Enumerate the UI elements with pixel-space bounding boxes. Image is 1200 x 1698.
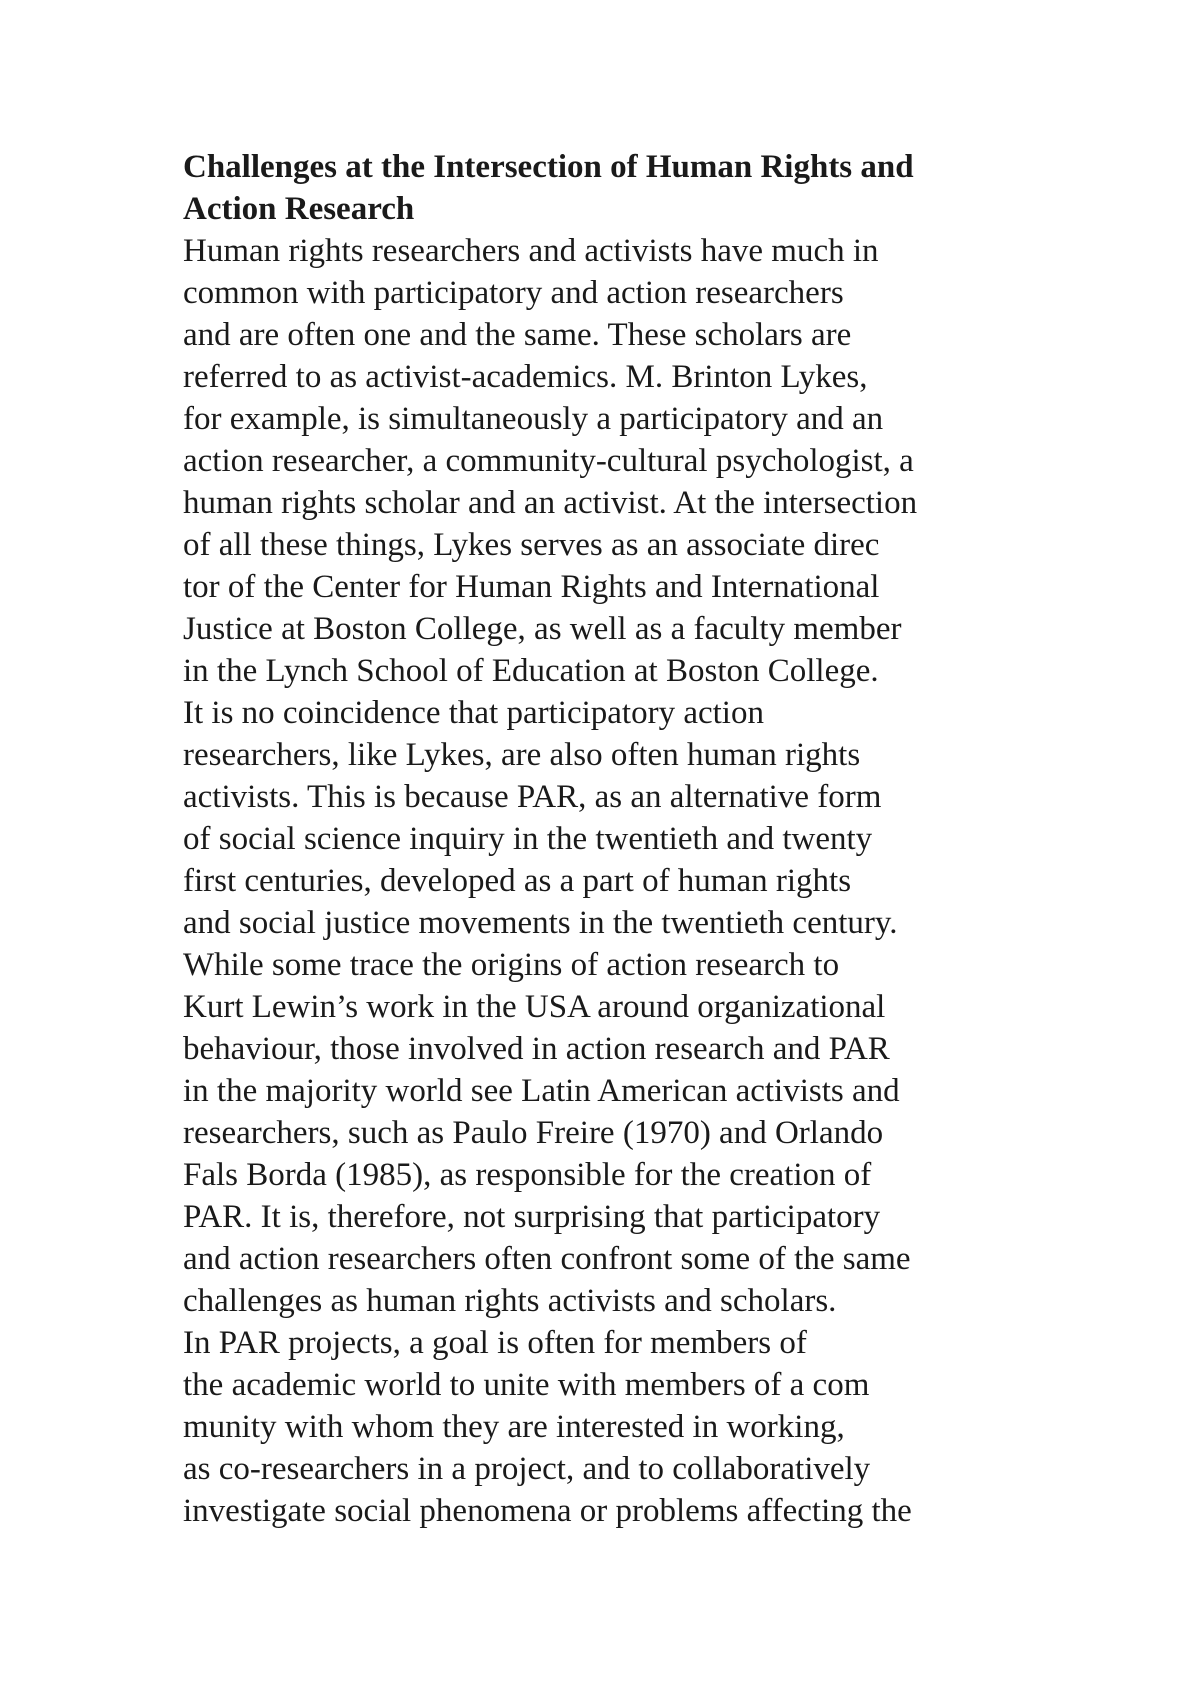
text-line: for example, is simultaneously a participatory and an: [183, 401, 884, 437]
text-line: common with participatory and action researchers: [183, 275, 844, 311]
text-line: the academic world to unite with members of a com: [183, 1367, 870, 1403]
text-line: and action researchers often confront some of the same: [183, 1241, 911, 1277]
text-line: human rights scholar and an activist. At the intersection: [183, 485, 918, 521]
text-line: as co-researchers in a project, and to collaboratively: [183, 1451, 871, 1487]
heading-line: Challenges at the Intersection of Human Rights and: [183, 149, 914, 185]
text-line: behaviour, those involved in action research and PAR: [183, 1031, 890, 1067]
body-text: [183, 230, 1043, 1532]
text-line: PAR. It is, therefore, not surprising that participatory: [183, 1199, 881, 1235]
text-line: Justice at Boston College, as well as a faculty member: [183, 611, 902, 647]
text-line: in the majority world see Latin American activists and: [183, 1073, 900, 1109]
text-line: of all these things, Lykes serves as an associate direc: [183, 527, 880, 563]
text-line: researchers, like Lykes, are also often human rights: [183, 737, 861, 773]
document-content: [183, 146, 1043, 1532]
text-line: Fals Borda (1985), as responsible for the creation of: [183, 1157, 872, 1193]
text-line: of social science inquiry in the twentieth and twenty: [183, 821, 873, 857]
text-line: It is no coincidence that participatory action: [183, 695, 764, 731]
section-heading: [183, 146, 1043, 230]
text-line: munity with whom they are interested in working,: [183, 1409, 845, 1445]
text-line: activists. This is because PAR, as an alternative form: [183, 779, 882, 815]
text-line: in the Lynch School of Education at Boston College.: [183, 653, 879, 689]
heading-line: Action Research: [183, 191, 415, 227]
text-line: first centuries, developed as a part of human rights: [183, 863, 852, 899]
text-line: investigate social phenomena or problems affecting the: [183, 1493, 912, 1529]
text-line: While some trace the origins of action research to: [183, 947, 840, 983]
text-line: action researcher, a community-cultural psychologist, a: [183, 443, 914, 479]
text-line: In PAR projects, a goal is often for members of: [183, 1325, 807, 1361]
text-line: researchers, such as Paulo Freire (1970) and Orlando: [183, 1115, 884, 1151]
text-line: tor of the Center for Human Rights and International: [183, 569, 880, 605]
text-line: challenges as human rights activists and scholars.: [183, 1283, 837, 1319]
text-line: Human rights researchers and activists have much in: [183, 233, 879, 269]
text-line: Kurt Lewin’s work in the USA around organizational: [183, 989, 886, 1025]
text-line: referred to as activist-academics. M. Brinton Lykes,: [183, 359, 868, 395]
text-line: and social justice movements in the twentieth century.: [183, 905, 898, 941]
text-line: and are often one and the same. These scholars are: [183, 317, 852, 353]
